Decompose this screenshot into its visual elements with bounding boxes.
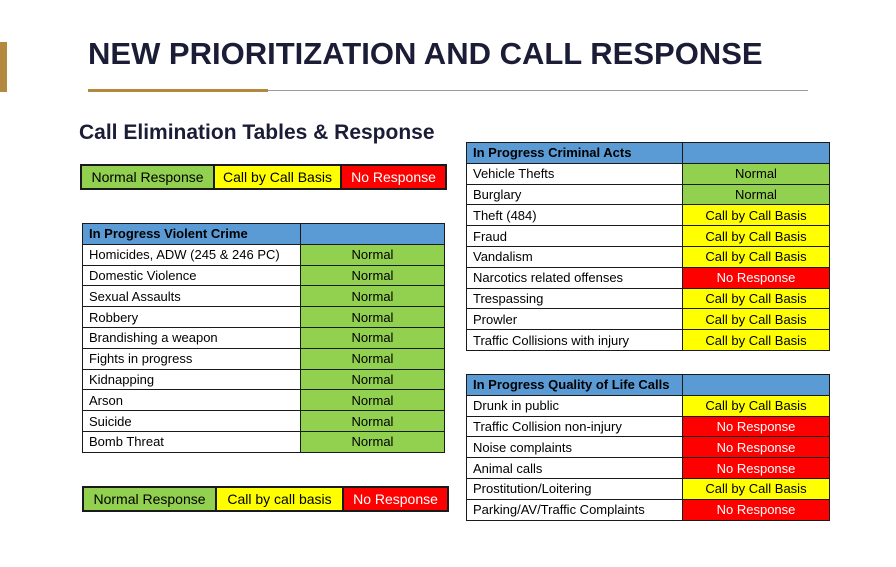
response-level: Call by Call Basis <box>683 288 830 309</box>
violent-row <box>83 348 445 369</box>
call-type-label: Homicides, ADW (245 & 246 PC) <box>83 244 301 265</box>
call-type-label: Trespassing <box>467 288 683 309</box>
response-level: Normal <box>301 431 445 452</box>
page-title: NEW PRIORITIZATION AND CALL RESPONSE <box>88 36 763 71</box>
legend-top <box>80 164 447 190</box>
violent-row <box>83 327 445 348</box>
response-level: Call by Call Basis <box>683 330 830 351</box>
call-type-label: Bomb Threat <box>83 431 301 452</box>
response-level: Normal <box>301 244 445 265</box>
call-type-label: Vehicle Thefts <box>467 163 683 184</box>
call-type-label: Robbery <box>83 307 301 328</box>
violent-row <box>83 265 445 286</box>
legend-call-by-call: Call by Call Basis <box>214 165 341 189</box>
response-level: No Response <box>683 267 830 288</box>
violent-crime-header: In Progress Violent Crime <box>83 224 301 245</box>
response-level: Call by Call Basis <box>683 226 830 247</box>
call-type-label: Fights in progress <box>83 348 301 369</box>
criminal-row <box>467 205 830 226</box>
legend-normal: Normal Response <box>83 487 216 511</box>
response-level: Normal <box>683 184 830 205</box>
criminal-row <box>467 246 830 267</box>
response-level: Normal <box>301 348 445 369</box>
violent-crime-header-blank <box>301 224 445 245</box>
response-level: Call by Call Basis <box>683 205 830 226</box>
section-subtitle: Call Elimination Tables & Response <box>79 121 435 144</box>
call-type-label: Sexual Assaults <box>83 286 301 307</box>
criminal-row <box>467 288 830 309</box>
response-level: Call by Call Basis <box>683 246 830 267</box>
quality-row <box>467 395 830 416</box>
response-level: No Response <box>683 416 830 437</box>
violent-row <box>83 431 445 452</box>
response-level: Call by Call Basis <box>683 478 830 499</box>
call-type-label: Arson <box>83 390 301 411</box>
quality-row <box>467 499 830 520</box>
quality-of-life-header-blank <box>683 375 830 396</box>
legend-no-response: No Response <box>341 165 446 189</box>
call-type-label: Theft (484) <box>467 205 683 226</box>
criminal-row <box>467 226 830 247</box>
call-type-label: Animal calls <box>467 458 683 479</box>
call-type-label: Fraud <box>467 226 683 247</box>
response-level: Normal <box>683 163 830 184</box>
violent-row <box>83 411 445 432</box>
legend-bottom <box>82 486 449 512</box>
call-type-label: Vandalism <box>467 246 683 267</box>
call-type-label: Burglary <box>467 184 683 205</box>
call-type-label: Drunk in public <box>467 395 683 416</box>
criminal-row <box>467 309 830 330</box>
response-level: No Response <box>683 437 830 458</box>
legend-call-by-call: Call by call basis <box>216 487 343 511</box>
legend-normal: Normal Response <box>81 165 214 189</box>
criminal-row <box>467 163 830 184</box>
violent-crime-table <box>82 223 445 453</box>
quality-row <box>467 478 830 499</box>
call-type-label: Prostitution/Loitering <box>467 478 683 499</box>
violent-row <box>83 244 445 265</box>
response-level: Normal <box>301 369 445 390</box>
call-type-label: Brandishing a weapon <box>83 327 301 348</box>
violent-row <box>83 390 445 411</box>
response-level: Normal <box>301 327 445 348</box>
violent-row <box>83 369 445 390</box>
response-level: Call by Call Basis <box>683 309 830 330</box>
title-underline-accent <box>88 89 268 92</box>
response-level: Normal <box>301 286 445 307</box>
response-level: Call by Call Basis <box>683 395 830 416</box>
legend-no-response: No Response <box>343 487 448 511</box>
criminal-acts-header-blank <box>683 143 830 164</box>
response-level: Normal <box>301 390 445 411</box>
call-type-label: Parking/AV/Traffic Complaints <box>467 499 683 520</box>
quality-row <box>467 458 830 479</box>
violent-row <box>83 307 445 328</box>
call-type-label: Suicide <box>83 411 301 432</box>
call-type-label: Traffic Collision non-injury <box>467 416 683 437</box>
response-level: Normal <box>301 265 445 286</box>
response-level: Normal <box>301 307 445 328</box>
criminal-acts-table <box>466 142 830 351</box>
call-type-label: Prowler <box>467 309 683 330</box>
call-type-label: Narcotics related offenses <box>467 267 683 288</box>
call-type-label: Domestic Violence <box>83 265 301 286</box>
criminal-acts-header: In Progress Criminal Acts <box>467 143 683 164</box>
quality-row <box>467 416 830 437</box>
quality-of-life-header: In Progress Quality of Life Calls <box>467 375 683 396</box>
criminal-row <box>467 330 830 351</box>
title-underline <box>268 90 808 91</box>
quality-row <box>467 437 830 458</box>
call-type-label: Traffic Collisions with injury <box>467 330 683 351</box>
response-level: No Response <box>683 458 830 479</box>
call-type-label: Kidnapping <box>83 369 301 390</box>
call-type-label: Noise complaints <box>467 437 683 458</box>
criminal-row <box>467 267 830 288</box>
response-level: Normal <box>301 411 445 432</box>
violent-row <box>83 286 445 307</box>
accent-bar <box>0 42 7 92</box>
response-level: No Response <box>683 499 830 520</box>
criminal-row <box>467 184 830 205</box>
quality-of-life-table <box>466 374 830 521</box>
